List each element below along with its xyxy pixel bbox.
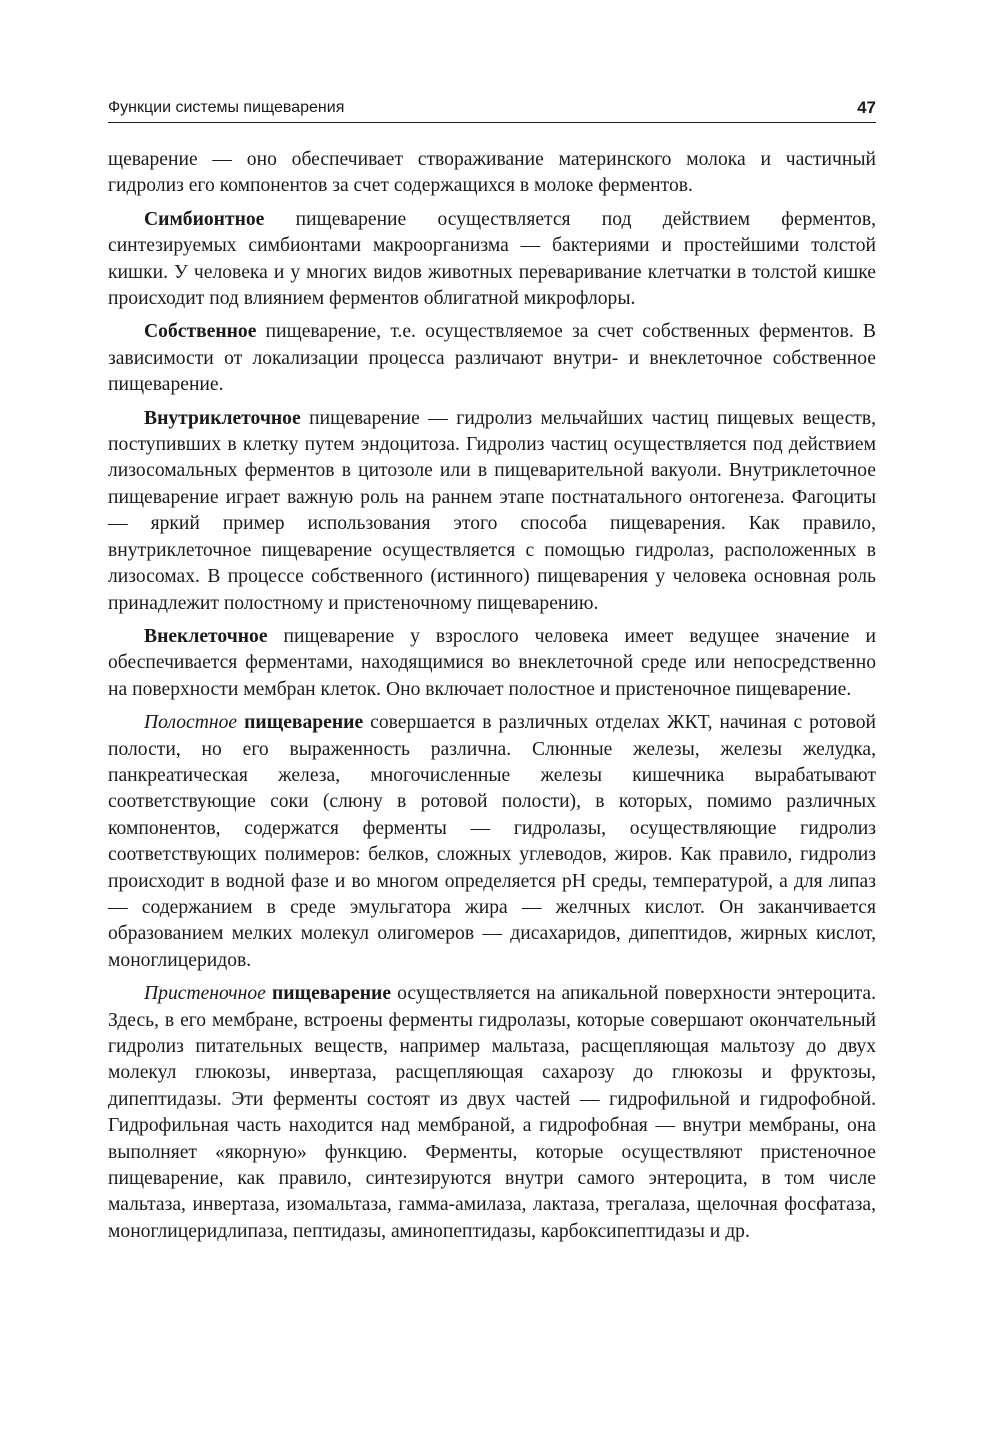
paragraph-text: пищеварение у взрослого человека имеет ведущее значение и обеспечивается ферментами, находящимися во внеклеточной среде или непосредственно на поверхности мембран клеток. Оно включает полостное и пристеночное пищеварение. bbox=[108, 625, 876, 700]
term-parietal: пищеварение bbox=[265, 983, 392, 1005]
term-parietal-italic: Пристеночное bbox=[144, 983, 266, 1005]
paragraph-own bbox=[108, 319, 876, 398]
paragraph-text: совершается в различных отделах ЖКТ, начиная с ротовой полости, но его выраженность различна. Слюнные железы, железы желудка, панкреатическая железа, многочисленные железы кишечника вырабатывают соответствующие соки (слюну в ротовой полости), в которых, помимо различных компонентов, содержатся ферменты — гидролазы, осуществляющие гидролиз соответствующих полимеров: белков, сложных углеводов, жиров. Как правило, гидролиз происходит в водной фазе и во многом определяется pH среды, температурой, а для липаз — содержанием в среде эмульгатора жира — желчных кислот. Он заканчивается образованием мелких молекул олигомеров — дисахаридов, дипептидов, жирных кислот, моноглицеридов. bbox=[108, 712, 876, 971]
paragraph-cavity bbox=[108, 710, 876, 974]
paragraph-parietal bbox=[108, 981, 876, 1245]
paragraph-continuation bbox=[108, 147, 876, 200]
paragraph-extracellular bbox=[108, 624, 876, 703]
paragraph-text: пищеварение осуществляется под действием ферментов, синтезируемых симбионтами макроорганизма — бактериями и простейшими толстой кишки. У человека и у многих видов животных переваривание клетчатки в толстой кишке происходит под влиянием ферментов облигатной микрофлоры. bbox=[108, 208, 876, 310]
paragraph-text: пищеварение — гидролиз мельчайших частиц пищевых веществ, поступивших в клетку путем эндоцитоза. Гидролиз частиц осуществляется под действием лизосомальных ферментов в цитозоле или в пищеварительной вакуоли. Внутриклеточное пищеварение играет важную роль на раннем этапе постнатального онтогенеза. Фагоциты — яркий пример использования этого способа пищеварения. Как правило, внутриклеточное пищеварение осуществляется с помощью гидролаз, расположенных в лизосомах. В процессе собственного (истинного) пищеварения у человека основная роль принадлежит полостному и пристеночному пищеварению. bbox=[108, 407, 876, 614]
term-cavity: пищеварение bbox=[237, 712, 364, 734]
paragraph-symbiotic bbox=[108, 207, 876, 313]
term-cavity-italic: Полостное bbox=[144, 712, 238, 734]
term-symbiotic: Симбионтное bbox=[144, 208, 265, 230]
paragraph-intracellular bbox=[108, 406, 876, 617]
running-header bbox=[108, 98, 876, 123]
term-extracellular: Внеклеточное bbox=[144, 625, 268, 647]
term-intracellular: Внутриклеточное bbox=[144, 407, 301, 429]
section-title: Функции системы пищеварения bbox=[108, 99, 345, 116]
body-text bbox=[108, 147, 876, 1245]
page-number: 47 bbox=[857, 98, 876, 117]
book-page bbox=[108, 98, 876, 1252]
term-own: Собственное bbox=[144, 321, 257, 343]
paragraph-text: щеварение — оно обеспечивает створаживание материнского молока и частичный гидролиз его компонентов за счет содержащихся в молоке ферментов. bbox=[108, 149, 876, 197]
paragraph-text: пищеварение, т.е. осуществляемое за счет собственных ферментов. В зависимости от локализации процесса различают внутри- и внеклеточное собственное пищеварение. bbox=[108, 321, 876, 396]
paragraph-text: осуществляется на апикальной поверхности энтероцита. Здесь, в его мембране, встроены ферменты гидролазы, которые совершают окончательный гидролиз питательных веществ, например мальтаза, расщепляющая мальтозу до двух молекул глюкозы, инвертаза, расщепляющая сахарозу до глюкозы и фруктозы, дипептидазы. Эти ферменты состоят из двух частей — гидрофильной и гидрофобной. Гидрофильная часть находится над мембраной, а гидрофобная — внутри мембраны, она выполняет «якорную» функцию. Ферменты, которые осуществляют пристеночное пищеварение, как правило, синтезируются внутри самого энтероцита, в том числе мальтаза, инвертаза, изомальтаза, гамма-амилаза, лактаза, трегалаза, щелочная фосфатаза, моноглицеридлипаза, пептидазы, аминопептидазы, карбоксипептидазы и др. bbox=[108, 983, 876, 1242]
